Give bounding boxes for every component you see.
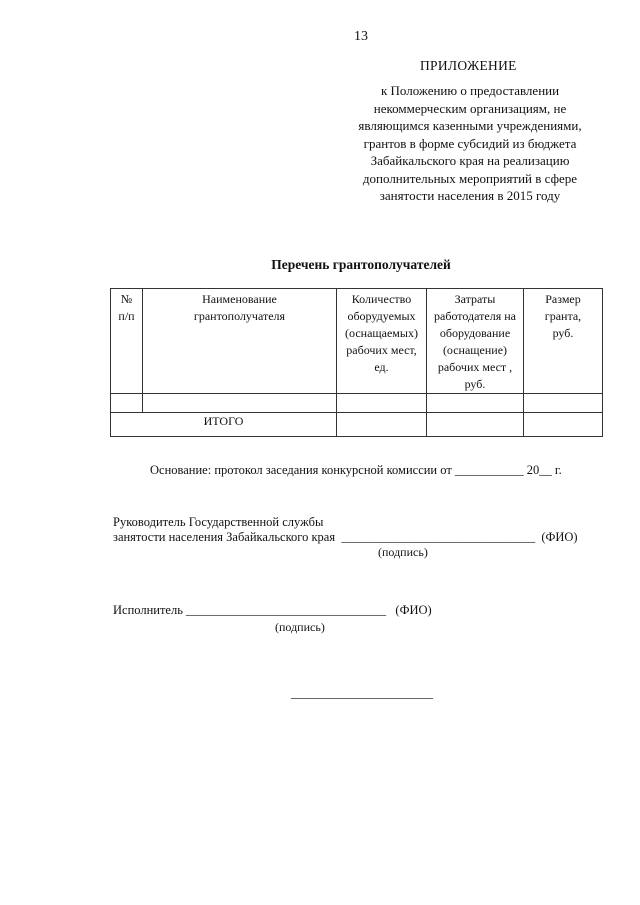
column-header-grantee-name: Наименование грантополучателя [143, 289, 337, 394]
table-cell [427, 413, 524, 437]
head-title-line1: Руководитель Государственной службы [113, 515, 324, 529]
executor-line: Исполнитель ________________________________ (ФИО) [113, 603, 432, 617]
table-row [111, 394, 603, 413]
table-total-row [111, 413, 603, 437]
column-header-grant-amount: Размер гранта, руб. [524, 289, 603, 394]
table-cell [337, 394, 427, 413]
table-cell [143, 394, 337, 413]
appendix-title: ПРИЛОЖЕНИЕ [420, 58, 517, 73]
table-cell [337, 413, 427, 437]
appendix-reference-text: к Положению о предоставлении некоммерческим организациям, не являющимся казенными учреждениями, грантов в форме субсидий из бюджета Забайкальского края на реализацию дополнительных мероприятий в сфере занятости населения в 2015 году [358, 83, 582, 203]
table-cell [524, 394, 603, 413]
basis-text: Основание: протокол заседания конкурсной комиссии от ___________ 20__ г. [150, 463, 562, 477]
total-label: ИТОГО [111, 413, 337, 437]
table-cell [111, 394, 143, 413]
page-number: 13 [354, 29, 368, 44]
table-cell [524, 413, 603, 437]
head-title-line2: занятости населения Забайкальского края _______________________________ (ФИО) [113, 530, 578, 544]
end-divider [291, 698, 433, 699]
executor-signature-caption: (подпись) [275, 620, 325, 634]
grantee-list-title: Перечень грантополучателей [271, 257, 451, 272]
head-signature-caption: (подпись) [378, 545, 428, 559]
column-header-workplaces-count: Количество оборудуемых (оснащаемых) рабочих мест, ед. [337, 289, 427, 394]
column-header-number: № п/п [111, 289, 143, 394]
column-header-employer-costs: Затраты работодателя на оборудование (оснащение) рабочих мест , руб. [427, 289, 524, 394]
table-cell [427, 394, 524, 413]
grantee-table [110, 288, 603, 437]
table-header-row [111, 289, 603, 394]
